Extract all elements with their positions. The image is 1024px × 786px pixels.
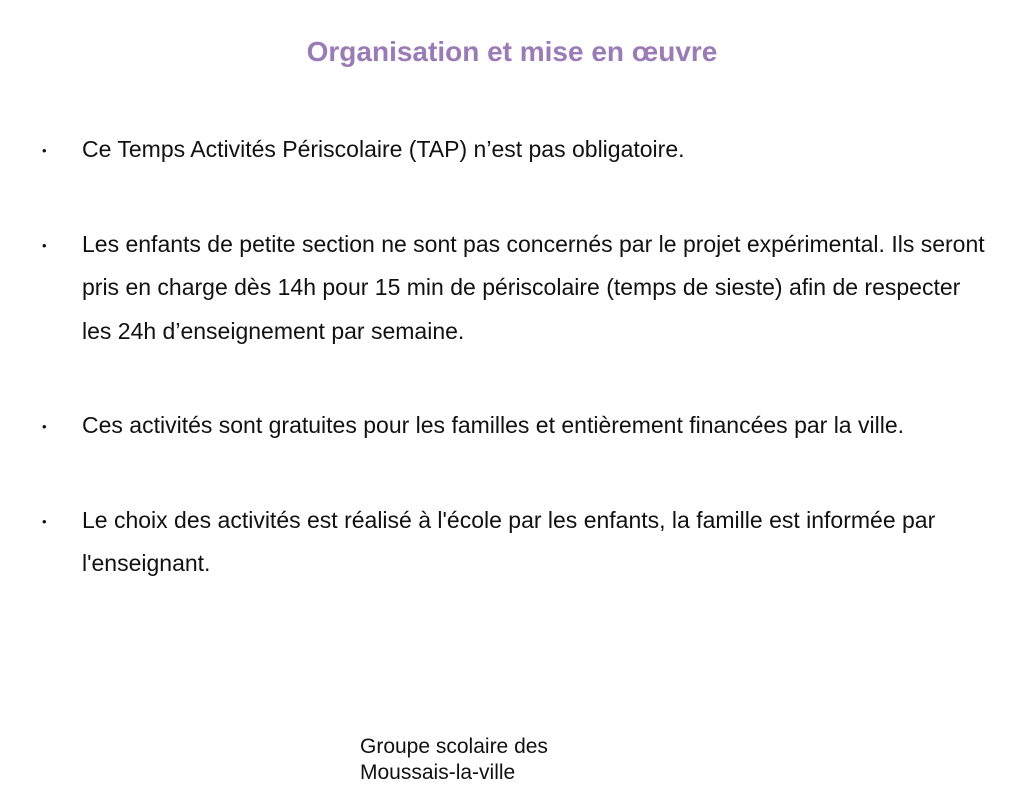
bullet-text: Le choix des activités est réalisé à l'école par les enfants, la famille est informée par l'enseignant. [82,506,936,576]
bullet-text: Ces activités sont gratuites pour les familles et entièrement financées par la ville. [82,412,905,438]
bullet-text: Les enfants de petite section ne sont pas concernés par le projet expérimental. Ils seront pris en charge dès 14h pour 15 min de périscolaire (temps de sieste) afin de respecter les 24h d’enseignement par semaine. [82,230,985,344]
bullet-list [0,128,1024,637]
bullet-dot-icon: • [42,513,47,529]
bullet-item [0,499,1024,586]
bullet-dot-icon: • [42,143,47,158]
footer-school-name: Groupe scolaire des Moussais-la-ville [360,735,548,784]
bullet-dot-icon: • [42,237,47,253]
bullet-item [0,404,1024,448]
slide-title: Organisation et mise en œuvre [306,36,718,67]
bullet-text: Ce Temps Activités Périscolaire (TAP) n’est pas obligatoire. [82,136,685,162]
bullet-item [0,223,1024,354]
bullet-item [0,128,1024,172]
bullet-dot-icon: • [42,419,47,434]
